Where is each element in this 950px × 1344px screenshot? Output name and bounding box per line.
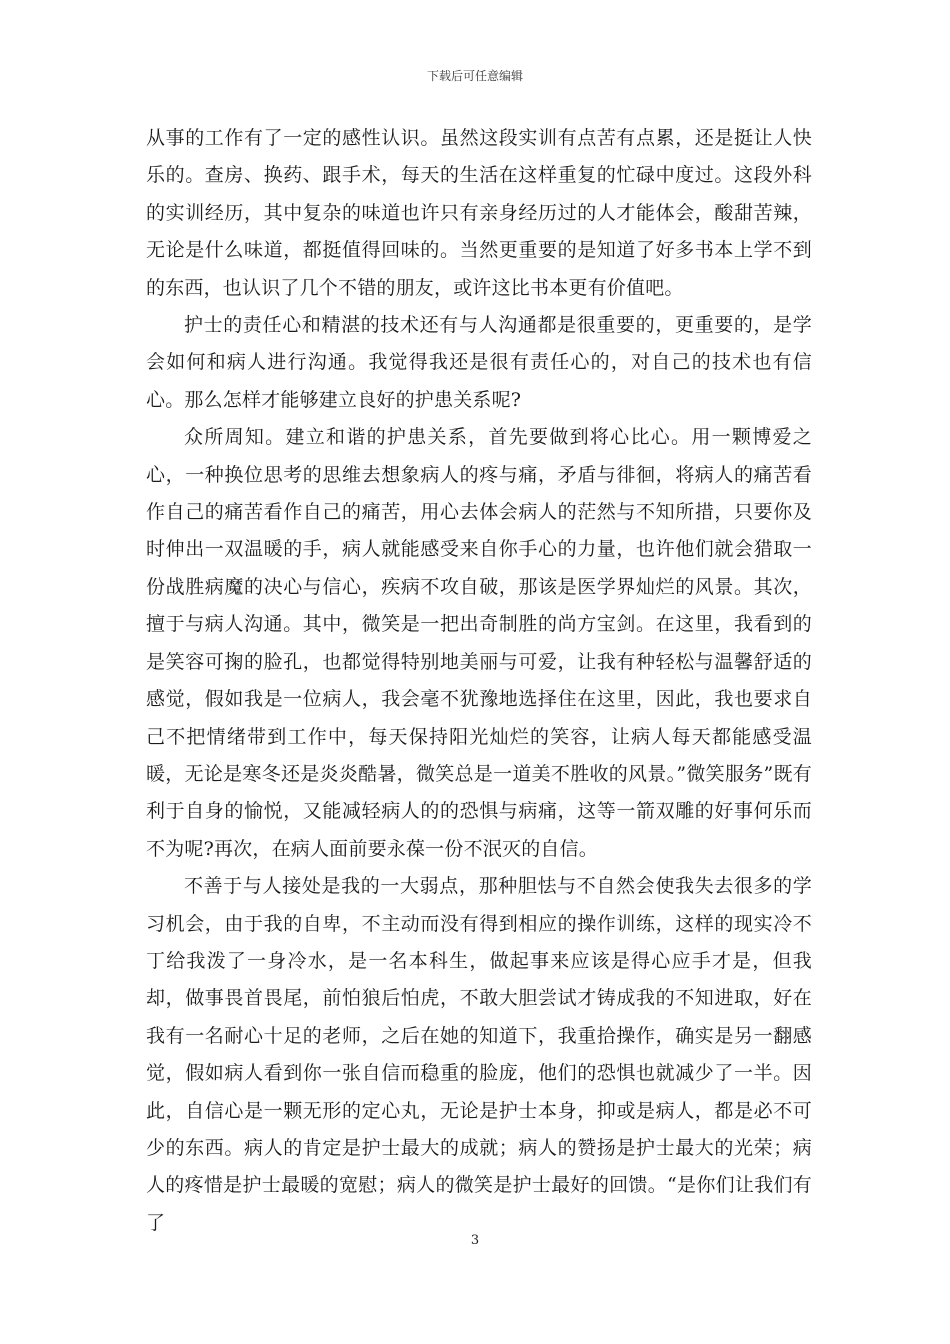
paragraph-3: 众所周知。建立和谐的护患关系，首先要做到将心比心。用一颗博爱之心，一种换位思考的思维去想象病人的疼与痛，矛盾与徘徊，将病人的痛苦看作自己的痛苦看作自己的痛苦，用心去体会病人的茫然与不知所措，只要你及时伸出一双温暖的手，病人就能感受来自你手心的力量，也许他们就会猎取一份战胜病魔的决心与信心，疾病不攻自破，那该是医学界灿烂的风景。其次，擅于与病人沟通。其中，微笑是一把出奇制胜的尚方宝剑。在这里，我看到的是笑容可掬的脸孔，也都觉得特别地美丽与可爱，让我有种轻松与温馨舒适的感觉，假如我是一位病人，我会毫不犹豫地选择住在这里，因此，我也要求自己不把情绪带到工作中，每天保持阳光灿烂的笑容，让病人每天都能感受温暖，无论是寒冬还是炎炎酷暑，微笑总是一道美不胜收的风景。”微笑服务”既有利于自身的愉悦，又能减轻病人的的恐惧与病痛，这等一箭双雕的好事何乐而不为呢?再次，在病人面前要永葆一份不泯灭的自信。: [146, 426, 812, 860]
page-number: 3: [470, 1233, 480, 1248]
page-header: 下载后可任意编辑: [426, 69, 523, 83]
paragraph-1: 从事的工作有了一定的感性认识。虽然这段实训有点苦有点累，还是挺让人快乐的。查房、换药、跟手术，每天的生活在这样重复的忙碌中度过。这段外科的实训经历，其中复杂的味道也许只有亲身经历过的人才能体会，酸甜苦辣，无论是什么味道，都挺值得回味的。当然更重要的是知道了好多书本上学不到的东西，也认识了几个不错的朋友，或许这比书本更有价值吧。: [146, 127, 812, 299]
paragraph-2: 护士的责任心和精湛的技术还有与人沟通都是很重要的，更重要的，是学会如何和病人进行沟通。我觉得我还是很有责任心的，对自己的技术也有信心。那么怎样才能够建立良好的护患关系呢?: [146, 314, 812, 411]
document-body: [146, 120, 812, 1242]
paragraph-4: 不善于与人接处是我的一大弱点，那种胆怯与不自然会使我失去很多的学习机会，由于我的自卑，不主动而没有得到相应的操作训练，这样的现实冷不丁给我泼了一身冷水，是一名本科生，做起事来应该是得心应手才是，但我却，做事畏首畏尾，前怕狼后怕虎，不敢大胆尝试才铸成我的不知进取，好在我有一名耐心十足的老师，之后在她的知道下，我重拾操作，确实是另一翻感觉，假如病人看到你一张自信而稳重的脸庞，他们的恐惧也就减少了一半。因此，自信心是一颗无形的定心丸，无论是护士本身，抑或是病人，都是必不可少的东西。病人的肯定是护士最大的成就；病人的赞扬是护士最大的光荣；病人的疼惜是护士最暖的宽慰；病人的微笑是护士最好的回馈。“是你们让我们有了: [146, 875, 812, 1234]
